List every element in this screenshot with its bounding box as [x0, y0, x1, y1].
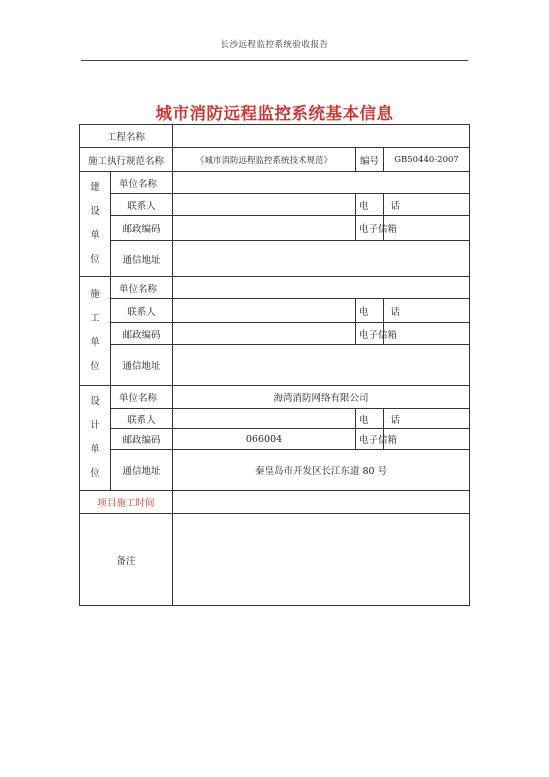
construct-postcode-value[interactable] [173, 323, 356, 345]
construction-time-value[interactable] [173, 491, 470, 514]
design-phone-label: 电 话 [356, 409, 384, 429]
build-address-value[interactable] [173, 241, 470, 277]
header-rule [81, 60, 468, 61]
build-unit-name-value[interactable] [173, 172, 470, 194]
page-header: 长沙远程监控系统验收报告 [220, 40, 329, 50]
standard-row [80, 148, 470, 172]
design-contact-row [80, 409, 470, 429]
design-unit-name-row [80, 386, 470, 409]
standard-name-label: 施工执行规范名称 [80, 148, 173, 172]
standard-code-value[interactable]: GB50440-2007 [384, 148, 470, 172]
project-name-label: 工程名称 [80, 125, 173, 148]
build-address-label: 通信地址 [111, 241, 173, 277]
build-unit-group-label: 建 设 单 位 [80, 172, 111, 277]
build-email-label: 电子信箱 [356, 216, 384, 241]
design-contact-value[interactable] [173, 409, 356, 429]
design-postcode-value[interactable]: 066004 [173, 429, 356, 450]
design-contact-label: 联系人 [111, 409, 173, 429]
construct-unit-name-row [80, 277, 470, 299]
design-address-row [80, 450, 470, 470]
standard-code-label: 编号 [356, 148, 384, 172]
standard-name-value[interactable]: 《城市消防远程监控系统技术规范》 [173, 148, 356, 172]
design-email-label: 电子信箱 [356, 429, 384, 450]
construct-contact-value[interactable] [173, 299, 356, 323]
design-unit-name-value[interactable]: 海湾消防网络有限公司 [173, 386, 470, 409]
construct-unit-name-value[interactable] [173, 277, 470, 299]
construct-unit-group-label: 施 工 单 位 [80, 277, 111, 386]
build-postcode-label: 邮政编码 [111, 216, 173, 241]
build-postcode-value[interactable] [173, 216, 356, 241]
construct-contact-row [80, 299, 470, 323]
build-unit-name-label: 单位名称 [111, 172, 173, 194]
build-contact-value[interactable] [173, 194, 356, 216]
design-address-value[interactable]: 秦皇岛市开发区长江东道 80 号 [173, 450, 470, 491]
document-title: 城市消防远程监控系统基本信息 [155, 104, 394, 123]
construction-time-label: 项目施工时间 [80, 491, 173, 514]
remarks-label: 备注 [80, 514, 173, 606]
build-address-row [80, 241, 470, 257]
construct-address-value[interactable] [173, 345, 470, 386]
design-postcode-row [80, 429, 470, 450]
design-address-label: 通信地址 [111, 450, 173, 491]
build-phone-label: 电 话 [356, 194, 384, 216]
build-unit-name-row [80, 172, 470, 194]
construct-phone-label: 电 话 [356, 299, 384, 323]
remarks-row [80, 514, 470, 606]
construct-postcode-label: 邮政编码 [111, 323, 173, 345]
construct-postcode-row [80, 323, 470, 345]
build-contact-row [80, 194, 470, 216]
design-postcode-label: 邮政编码 [111, 429, 173, 450]
construct-email-label: 电子信箱 [356, 323, 384, 345]
project-row [80, 125, 470, 148]
build-postcode-row [80, 216, 470, 241]
design-unit-name-label: 单位名称 [111, 386, 173, 409]
design-unit-group-label: 设 计 单 位 [80, 386, 111, 491]
basic-info-table [79, 124, 470, 606]
remarks-value[interactable] [173, 514, 470, 606]
construction-time-row [80, 491, 470, 514]
project-name-value[interactable] [173, 125, 470, 148]
construct-address-row [80, 345, 470, 365]
construct-address-label: 通信地址 [111, 345, 173, 386]
construct-contact-label: 联系人 [111, 299, 173, 323]
build-contact-label: 联系人 [111, 194, 173, 216]
construct-unit-name-label: 单位名称 [111, 277, 173, 299]
